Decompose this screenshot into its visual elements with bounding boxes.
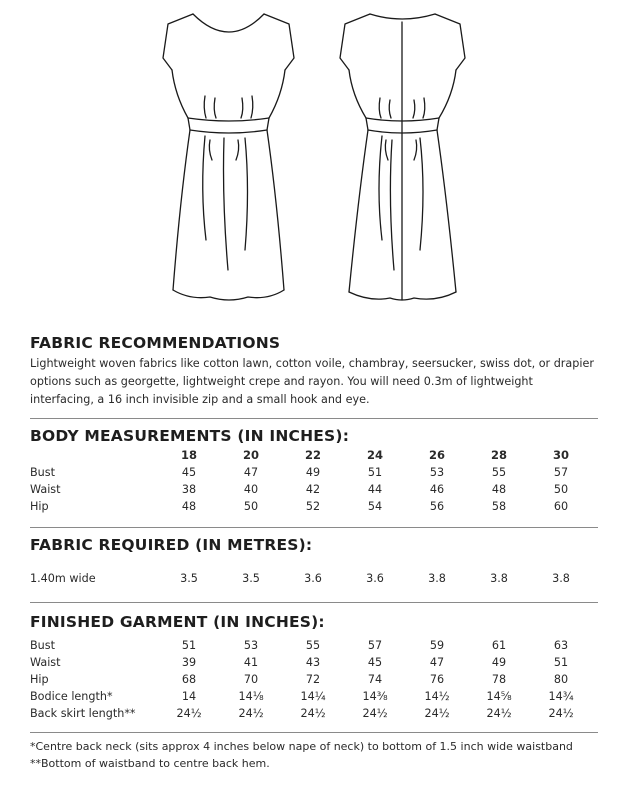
table-cell: 24½ <box>424 707 450 720</box>
row-label: Bust <box>30 466 55 479</box>
table-cell: 24½ <box>548 707 574 720</box>
table-cell: 41 <box>243 656 259 669</box>
table-cell: 14¼ <box>300 690 326 703</box>
size-header-row <box>30 447 592 464</box>
table-cell: 80 <box>553 673 569 686</box>
finished-garment-heading: FINISHED GARMENT (IN INCHES): <box>30 613 325 631</box>
table-cell: 60 <box>553 500 569 513</box>
table-cell: 47 <box>243 466 259 479</box>
table-cell: 40 <box>243 483 259 496</box>
table-cell: 42 <box>305 483 321 496</box>
table-cell: 3.5 <box>180 572 198 585</box>
table-cell: 53 <box>429 466 445 479</box>
table-cell: 56 <box>429 500 445 513</box>
table-cell: 45 <box>367 656 383 669</box>
dress-technical-drawing <box>0 0 634 320</box>
table-row <box>30 637 592 654</box>
table-cell: 24½ <box>176 707 202 720</box>
table-cell: 45 <box>181 466 197 479</box>
table-row <box>30 688 592 705</box>
table-cell: 48 <box>491 483 507 496</box>
row-label: Hip <box>30 673 49 686</box>
table-cell: 3.5 <box>242 572 260 585</box>
table-cell: 70 <box>243 673 259 686</box>
table-cell: 14⅝ <box>486 690 512 703</box>
table-row <box>30 654 592 671</box>
size-header: 26 <box>428 448 445 462</box>
table-cell: 24½ <box>486 707 512 720</box>
body-measurements-section <box>30 427 598 515</box>
table-cell: 51 <box>367 466 383 479</box>
size-header: 22 <box>304 448 321 462</box>
table-cell: 48 <box>181 500 197 513</box>
table-cell: 50 <box>243 500 259 513</box>
table-cell: 51 <box>553 656 569 669</box>
footnote: **Bottom of waistband to centre back hem. <box>30 757 270 770</box>
table-cell: 52 <box>305 500 321 513</box>
fabric-required-table <box>30 570 592 587</box>
table-cell: 68 <box>181 673 197 686</box>
row-label: Waist <box>30 483 61 496</box>
size-header: 30 <box>552 448 569 462</box>
fabric-required-section <box>30 536 598 587</box>
table-cell: 14⅜ <box>362 690 388 703</box>
table-cell: 49 <box>491 656 507 669</box>
table-cell: 3.8 <box>490 572 508 585</box>
finished-garment-section <box>30 613 598 722</box>
table-row <box>30 705 592 722</box>
table-cell: 78 <box>491 673 507 686</box>
table-cell: 3.8 <box>552 572 570 585</box>
row-label: Bust <box>30 639 55 652</box>
footnote: *Centre back neck (sits approx 4 inches below nape of neck) to bottom of 1.5 inch wide waistband <box>30 740 573 753</box>
table-cell: 57 <box>553 466 569 479</box>
table-row <box>30 671 592 688</box>
table-cell: 24½ <box>300 707 326 720</box>
fabric-recommendations-text: Lightweight woven fabrics like cotton lawn, cotton voile, chambray, seersucker, swiss dot, or drapier options such as georgette, lightweight crepe and rayon. You will need 0.3m of lightweight interfacing, a 16 inch invisible zip and a small hook and eye. <box>30 357 594 406</box>
table-cell: 58 <box>491 500 507 513</box>
dress-back-view <box>340 14 465 300</box>
table-cell: 43 <box>305 656 321 669</box>
table-row <box>30 570 592 587</box>
row-label: Bodice length* <box>30 690 113 703</box>
finished-garment-table <box>30 637 592 722</box>
table-cell: 46 <box>429 483 445 496</box>
row-label: Hip <box>30 500 49 513</box>
table-cell: 51 <box>181 639 197 652</box>
divider <box>30 732 598 733</box>
table-cell: 54 <box>367 500 383 513</box>
fabric-required-heading: FABRIC REQUIRED (IN METRES): <box>30 536 313 554</box>
table-cell: 61 <box>491 639 507 652</box>
table-cell: 39 <box>181 656 197 669</box>
table-row <box>30 464 592 481</box>
divider <box>30 602 598 603</box>
footnotes <box>30 738 620 772</box>
table-cell: 72 <box>305 673 321 686</box>
table-cell: 53 <box>243 639 259 652</box>
table-cell: 14⅛ <box>238 690 264 703</box>
table-cell: 44 <box>367 483 383 496</box>
table-cell: 57 <box>367 639 383 652</box>
table-cell: 3.8 <box>428 572 446 585</box>
table-cell: 49 <box>305 466 321 479</box>
table-cell: 55 <box>305 639 321 652</box>
table-cell: 38 <box>181 483 197 496</box>
table-row <box>30 481 592 498</box>
table-cell: 55 <box>491 466 507 479</box>
table-cell: 24½ <box>362 707 388 720</box>
body-measurements-table <box>30 447 592 515</box>
fabric-recommendations-heading: FABRIC RECOMMENDATIONS <box>30 334 281 352</box>
size-header: 18 <box>180 448 197 462</box>
table-cell: 74 <box>367 673 383 686</box>
table-row <box>30 498 592 515</box>
row-label: 1.40m wide <box>30 572 96 585</box>
row-label: Back skirt length** <box>30 707 136 720</box>
fabric-recommendations-section <box>30 334 598 409</box>
table-cell: 24½ <box>238 707 264 720</box>
table-cell: 59 <box>429 639 445 652</box>
table-cell: 76 <box>429 673 445 686</box>
table-cell: 63 <box>553 639 569 652</box>
table-cell: 3.6 <box>366 572 384 585</box>
divider <box>30 527 598 528</box>
size-header: 24 <box>366 448 383 462</box>
size-header: 28 <box>490 448 507 462</box>
table-cell: 14½ <box>424 690 450 703</box>
table-cell: 14 <box>181 690 197 703</box>
divider <box>30 418 598 419</box>
size-header: 20 <box>242 448 259 462</box>
table-cell: 3.6 <box>304 572 322 585</box>
table-cell: 14¾ <box>548 690 574 703</box>
dress-front-view <box>163 14 294 300</box>
table-cell: 50 <box>553 483 569 496</box>
table-cell: 47 <box>429 656 445 669</box>
body-measurements-heading: BODY MEASUREMENTS (IN INCHES): <box>30 427 350 445</box>
row-label: Waist <box>30 656 61 669</box>
